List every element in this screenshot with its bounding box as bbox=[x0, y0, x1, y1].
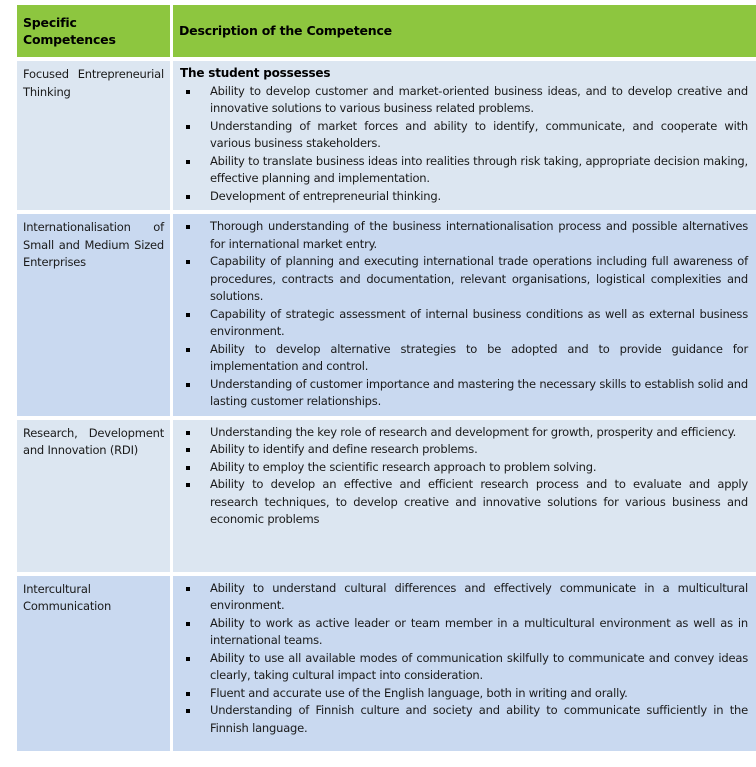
competence-name: Intercultural Communication bbox=[23, 581, 112, 613]
bullet-text: Ability to use all available modes of communication skilfully to communicate and convey ideas clearly, taking cultural impact into consideration. bbox=[210, 650, 748, 682]
intro-text: The student possesses bbox=[180, 66, 331, 80]
bullet-item bbox=[173, 650, 748, 685]
bullet-text: Development of entrepreneurial thinking. bbox=[210, 188, 441, 203]
bullet-text: Fluent and accurate use of the English language, both in writing and orally. bbox=[210, 685, 628, 700]
square-bullet-icon bbox=[186, 225, 190, 229]
square-bullet-icon bbox=[186, 692, 190, 696]
bullet-item bbox=[173, 253, 748, 306]
square-bullet-icon bbox=[186, 383, 190, 387]
bullet-text: Capability of strategic assessment of internal business conditions as well as external business environment. bbox=[210, 306, 748, 338]
bullet-item bbox=[173, 615, 748, 650]
competence-description-cell bbox=[173, 420, 756, 572]
bullet-text: Ability to develop an effective and efficient research process and to evaluate and apply research techniques, to develop creative and innovative solutions for various business and economic problems bbox=[210, 477, 748, 526]
bullet-text: Understanding of market forces and ability to identify, communicate, and cooperate with various business stakeholders. bbox=[210, 118, 748, 150]
bullet-text: Ability to develop alternative strategies to be adopted and to provide guidance for implementation and control. bbox=[210, 341, 748, 373]
bullet-text: Thorough understanding of the business internationalisation process and possible alternatives for international market entry. bbox=[210, 219, 748, 251]
square-bullet-icon bbox=[186, 431, 190, 435]
square-bullet-icon bbox=[186, 348, 190, 352]
square-bullet-icon bbox=[186, 709, 190, 713]
bullet-item bbox=[173, 341, 748, 376]
square-bullet-icon bbox=[186, 313, 190, 317]
bullet-text: Understanding of customer importance and mastering the necessary skills to establish solid and lasting customer relationships. bbox=[210, 376, 748, 408]
square-bullet-icon bbox=[186, 657, 190, 661]
bullet-list bbox=[173, 424, 748, 529]
bullet-item bbox=[173, 476, 748, 529]
bullet-text: Ability to employ the scientific research approach to problem solving. bbox=[210, 459, 597, 474]
bullet-item bbox=[173, 702, 748, 737]
bullet-text: Ability to identify and define research problems. bbox=[210, 442, 478, 456]
competence-name: Focused Entrepreneurial Thinking bbox=[23, 67, 164, 99]
bullet-item bbox=[173, 424, 748, 442]
bullet-item bbox=[173, 153, 748, 188]
bullet-item bbox=[173, 306, 748, 341]
competence-name: Research, Development and Innovation (RDI) bbox=[23, 425, 164, 457]
column-header-description: Description of the Competence bbox=[173, 5, 756, 57]
bullet-item bbox=[173, 218, 748, 253]
competence-description-cell bbox=[173, 61, 756, 210]
bullet-item bbox=[173, 580, 748, 615]
competence-name-cell bbox=[17, 420, 170, 572]
competence-name: Internationalisation of Small and Medium Sized Enterprises bbox=[23, 220, 164, 269]
competences-table bbox=[17, 5, 756, 751]
square-bullet-icon bbox=[186, 466, 190, 470]
competence-description-cell bbox=[173, 576, 756, 751]
competence-name-cell bbox=[17, 576, 170, 751]
square-bullet-icon bbox=[186, 448, 190, 452]
bullet-text: Ability to translate business ideas into realities through risk taking, appropriate decision making, effective planning and implementation. bbox=[210, 153, 748, 185]
bullet-text: Understanding of Finnish culture and society and ability to communicate sufficiently in the Finnish language. bbox=[210, 703, 748, 735]
bullet-list bbox=[173, 218, 748, 411]
bullet-item bbox=[173, 118, 748, 153]
competence-name-cell bbox=[17, 214, 170, 416]
competence-name-cell bbox=[17, 61, 170, 210]
square-bullet-icon bbox=[186, 587, 190, 591]
bullet-item bbox=[173, 441, 748, 459]
bullet-item bbox=[173, 459, 748, 477]
bullet-text: Ability to work as active leader or team member in a multicultural environment as well as in international teams. bbox=[210, 615, 748, 647]
bullet-list bbox=[173, 83, 748, 206]
square-bullet-icon bbox=[186, 90, 190, 94]
competence-description-cell bbox=[173, 214, 756, 416]
square-bullet-icon bbox=[186, 160, 190, 164]
bullet-text: Ability to develop customer and market-oriented business ideas, and to develop creative and innovative solutions to various business related problems. bbox=[210, 83, 748, 115]
bullet-item bbox=[173, 188, 748, 206]
square-bullet-icon bbox=[186, 125, 190, 129]
bullet-text: Understanding the key role of research and development for growth, prosperity and efficiency. bbox=[210, 424, 737, 439]
square-bullet-icon bbox=[186, 483, 190, 487]
square-bullet-icon bbox=[186, 195, 190, 199]
bullet-item bbox=[173, 685, 748, 703]
bullet-list bbox=[173, 580, 748, 738]
column-header-specific-competences: Specific Competences bbox=[17, 5, 170, 57]
bullet-text: Capability of planning and executing international trade operations including full awareness of procedures, contracts and documentation, relevant organisations, logistical complexities and solutions. bbox=[210, 254, 748, 303]
bullet-item bbox=[173, 376, 748, 411]
bullet-text: Ability to understand cultural differences and effectively communicate in a multicultural environment. bbox=[210, 580, 748, 612]
square-bullet-icon bbox=[186, 260, 190, 264]
bullet-item bbox=[173, 83, 748, 118]
square-bullet-icon bbox=[186, 622, 190, 626]
